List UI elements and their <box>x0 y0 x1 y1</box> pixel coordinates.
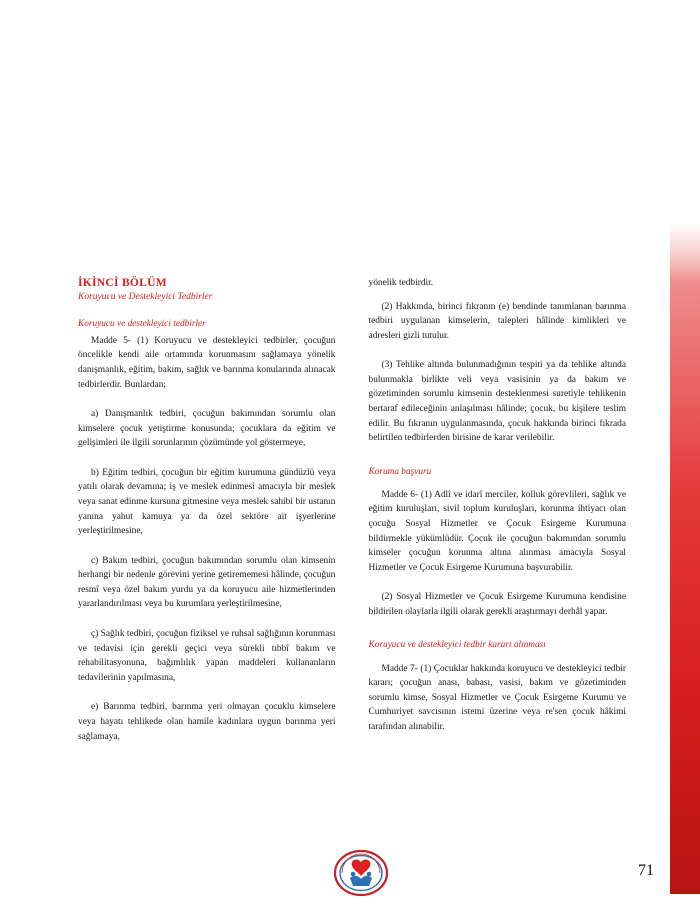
paragraph: yönelik tedbirdir. <box>368 278 434 288</box>
paragraph: a) Danışmanlık tedbiri, çocuğun bakımından sorumlu olan kimselere çocuk yetiştirme konusunda; çocuklara da eğitim ve gelişimleri ile ilgili sorunlarının çözümünde yol göstermeye, <box>78 409 336 449</box>
circular-emblem-icon <box>333 848 389 898</box>
paragraph: Madde 7- (1) Çocuklar hakkında koruyucu ve destekleyici tedbir kararı; çocuğun anası, babası, vasisi, bakım ve gözetiminden sorumlu kimse, Sosyal Hizmetler ve Çocuk Esirgeme Kurumu ve Cumhuriyet savcısının istemi üzerine veya re'sen çocuk hâkimi tarafından alınabilir. <box>368 663 626 732</box>
page-edge-decoration-fade <box>670 222 700 282</box>
paragraph: b) Eğitim tedbiri, çocuğun bir eğitim kurumuna gündüzlü veya yatılı olarak devamına; iş ve meslek edinmesi amacıyla bir meslek veya sanat edinme kursuna gitmesine veya meslek sahibi bir ustanın yanına yahut kamuya ya da özel sektöre ait işyerlerine yerleştirilmesine, <box>78 467 336 537</box>
paragraph: c) Bakım tedbiri, çocuğun bakımından sorumlu olan kimsenin herhangi bir nedenle görevini yerine getirememesi hâlinde, çocuğun resmî veya özel bakım yurdu ya da koruyucu aile hizmetlerinden yararlandırılması veya bu kurumlara yerleştirilmesine, <box>78 555 336 610</box>
paragraph: e) Barınma tedbiri, barınma yeri olmayan çocuklu kimselere veya hayatı tehlikede olan hamile kadınlara uygun barınma yeri sağlamaya, <box>78 702 336 742</box>
paragraph: (2) Hakkında, birinci fıkranın (e) bendinde tanımlanan barınma tedbiri uygulanan kimselerin, talepleri hâlinde kimlikleri ve adresleri gizli tutulur. <box>368 301 626 341</box>
paragraph: Madde 5- (1) Koruyucu ve destekleyici tedbirler, çocuğun öncelikle kendi aile ortamında korunmasını sağlamaya yönelik danışmanlık, eğitim, bakım, sağlık ve barınma konularında alınacak tedbirlerdir. Bunlardan; <box>78 335 336 390</box>
right-column-heading-2: Koruyucu ve destekleyici tedbir kararı alınması <box>368 640 546 651</box>
paragraph: (3) Tehlike altında bulunmadığının tespiti ya da tehlike altında bulunmakla birlikte veli veya vasisinin ya da bakım ve gözetiminden sorumlu kimsenin desteklenmesi suretiyle tehlikenin bertaraf edileceğinin anlaşılması hâlinde; çocuk, bu kişilere teslim edilir. Bu fıkranın uygulanmasında, çocuk hakkında birinci fıkrada belirtilen tedbirlerden birisine de karar verilebilir. <box>368 360 626 444</box>
left-column-heading: Koruyucu ve destekleyici tedbirler <box>78 318 206 329</box>
left-column <box>78 276 336 753</box>
two-column-body <box>78 276 626 753</box>
page-edge-decoration <box>670 222 700 894</box>
paragraph: ç) Sağlık tedbiri, çocuğun fiziksel ve ruhsal sağlığının korunması ve tedavisi için gerekli geçici veya sürekli tıbbî bakım ve rehabilitasyonuna, bağımlılık yapan maddeleri kullananların tedavilerinin yapılmasına, <box>78 629 336 683</box>
paragraph: (2) Sosyal Hizmetler ve Çocuk Esirgeme Kurumuna kendisine bildirilen olaylarla ilgili olarak gerekli araştırmayı derhâl yapar. <box>368 592 626 617</box>
section-title: İKİNCİ BÖLÜM <box>78 277 167 289</box>
paragraph: Madde 6- (1) Adlî ve idarî merciler, kolluk görevlileri, sağlık ve eğitim kuruluşları, sivil toplum kuruluşları, korunma ihtiyacı olan çocuğu Sosyal Hizmetler ve Çocuk Esirgeme Kurumuna bildirmekle yükümlüdür. Çocuk ile çocuğun bakımından sorumlu kimseler çocuğun korunma altına alınması amacıyla Sosyal Hizmetler ve Çocuk Esirgeme Kurumuna başvurabilir. <box>368 489 626 573</box>
section-subtitle: Koruyucu ve Destekleyici Tedbirler <box>78 292 213 303</box>
right-column-heading-1: Koruma başvuru <box>368 466 432 477</box>
right-column <box>369 276 627 753</box>
page-number: 71 <box>638 862 654 879</box>
